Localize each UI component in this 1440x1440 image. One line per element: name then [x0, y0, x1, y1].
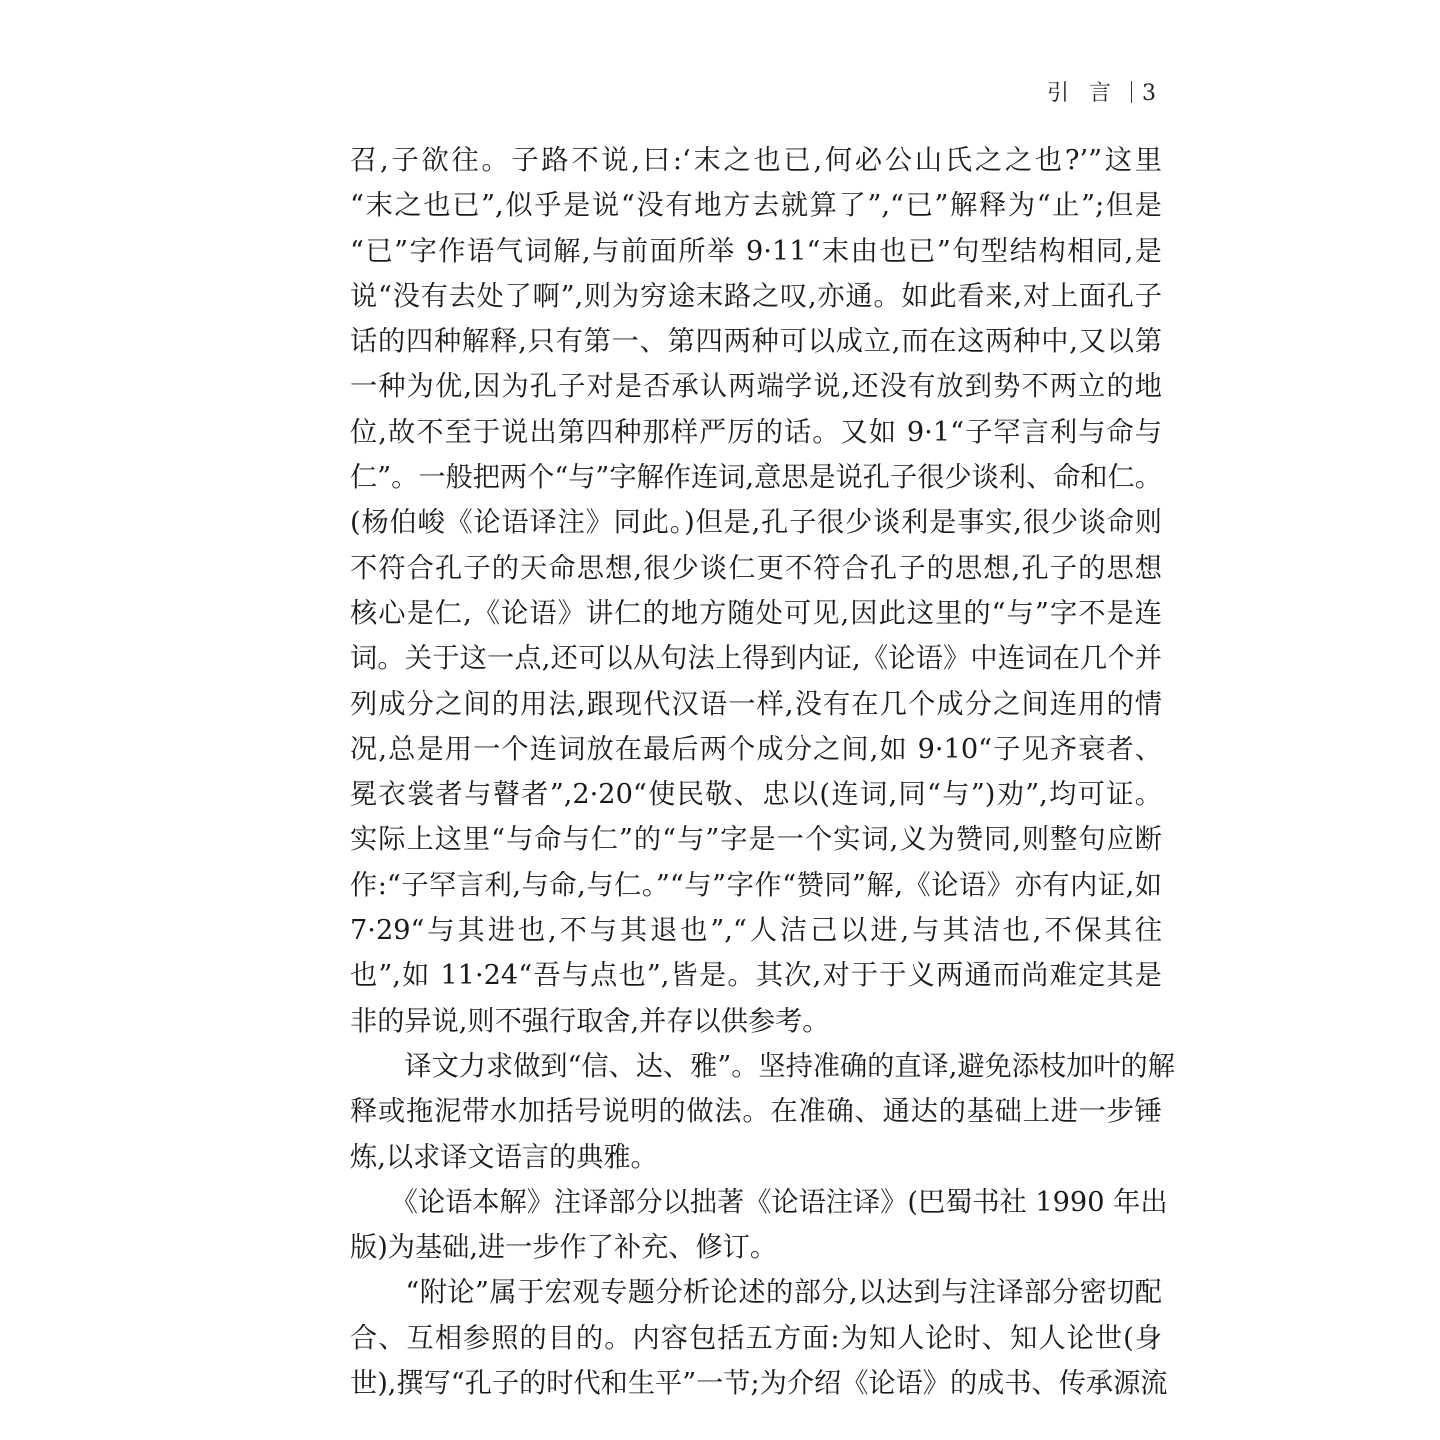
text-line: 非的异说,则不强行取舍,并存以供参考。	[350, 1005, 830, 1037]
text-line: 《论语本解》注译部分以拙著《论语注译》(巴蜀书社 1990 年出	[350, 1186, 1168, 1218]
text-line: 况,总是用一个连词放在最后两个成分之间,如 9·10“子见齐衰者、	[350, 733, 1162, 765]
text-line: 位,故不至于说出第四种那样严厉的话。又如 9·1“子罕言利与命与	[350, 416, 1162, 448]
text-line: 不符合孔子的天命思想,很少谈仁更不符合孔子的思想,孔子的思想	[350, 552, 1162, 584]
page-number: 3	[1142, 81, 1158, 106]
text-line: 合、互相参照的目的。内容包括五方面:为知人论时、知人论世(身	[350, 1322, 1162, 1354]
text-line: 词。关于这一点,还可以从句法上得到内证,《论语》中连词在几个并	[350, 643, 1162, 675]
text-line: 仁”。一般把两个“与”字解作连词,意思是说孔子很少谈利、命和仁。	[350, 462, 1162, 494]
text-line: 释或拖泥带水加括号说明的做法。在准确、通达的基础上进一步锤	[350, 1096, 1162, 1128]
chapter-title: 引言	[1046, 81, 1131, 106]
text-line: 话的四种解释,只有第一、第四两种可以成立,而在这两种中,又以第	[350, 326, 1162, 358]
text-line: 一种为优,因为孔子对是否承认两端学说,还没有放到势不两立的地	[350, 371, 1162, 403]
header-divider	[1131, 81, 1132, 103]
text-line: (杨伯峻《论语译注》同此。)但是,孔子很少谈利是事实,很少谈命则	[350, 507, 1162, 539]
text-line: 7·29“与其进也,不与其退也”,“人洁己以进,与其洁也,不保其往	[350, 915, 1162, 947]
text-line: 列成分之间的用法,跟现代汉语一样,没有在几个成分之间连用的情	[350, 688, 1162, 720]
body-text	[350, 138, 1175, 1406]
text-line: 作:“子罕言利,与命,与仁。”“与”字作“赞同”解,《论语》亦有内证,如	[350, 869, 1162, 901]
text-line: 召,子欲往。子路不说,曰:‘末之也已,何必公山氏之之也?’”这里	[350, 145, 1162, 176]
text-line: “已”字作语气词解,与前面所举 9·11“末由也已”句型结构相同,是	[350, 235, 1162, 267]
text-line: 冕衣裳者与瞽者”,2·20“使民敬、忠以(连词,同“与”)劝”,均可证。	[350, 779, 1162, 811]
text-line: 也”,如 11·24“吾与点也”,皆是。其次,对于于义两通而尚难定其是	[350, 960, 1162, 992]
text-line: 世),撰写“孔子的时代和生平”一节;为介绍《论语》的成书、传承源流	[350, 1368, 1168, 1400]
text-line: 炼,以求译文语言的典雅。	[350, 1141, 658, 1173]
text-line: 说“没有去处了啊”,则为穷途末路之叹,亦通。如此看来,对上面孔子	[350, 280, 1162, 312]
text-line: 译文力求做到“信、达、雅”。坚持准确的直译,避免添枝加叶的解	[350, 1050, 1175, 1082]
text-line: “附论”属于宏观专题分析论述的部分,以达到与注译部分密切配	[350, 1277, 1162, 1309]
text-line: “末之也已”,似乎是说“没有地方去就算了”,“已”解释为“止”;但是	[350, 190, 1162, 222]
text-line: 实际上这里“与命与仁”的“与”字是一个实词,义为赞同,则整句应断	[350, 824, 1162, 856]
running-head	[1047, 76, 1158, 107]
text-line: 核心是仁,《论语》讲仁的地方随处可见,因此这里的“与”字不是连	[350, 597, 1162, 629]
text-line: 版)为基础,进一步作了补充、修订。	[350, 1232, 778, 1264]
